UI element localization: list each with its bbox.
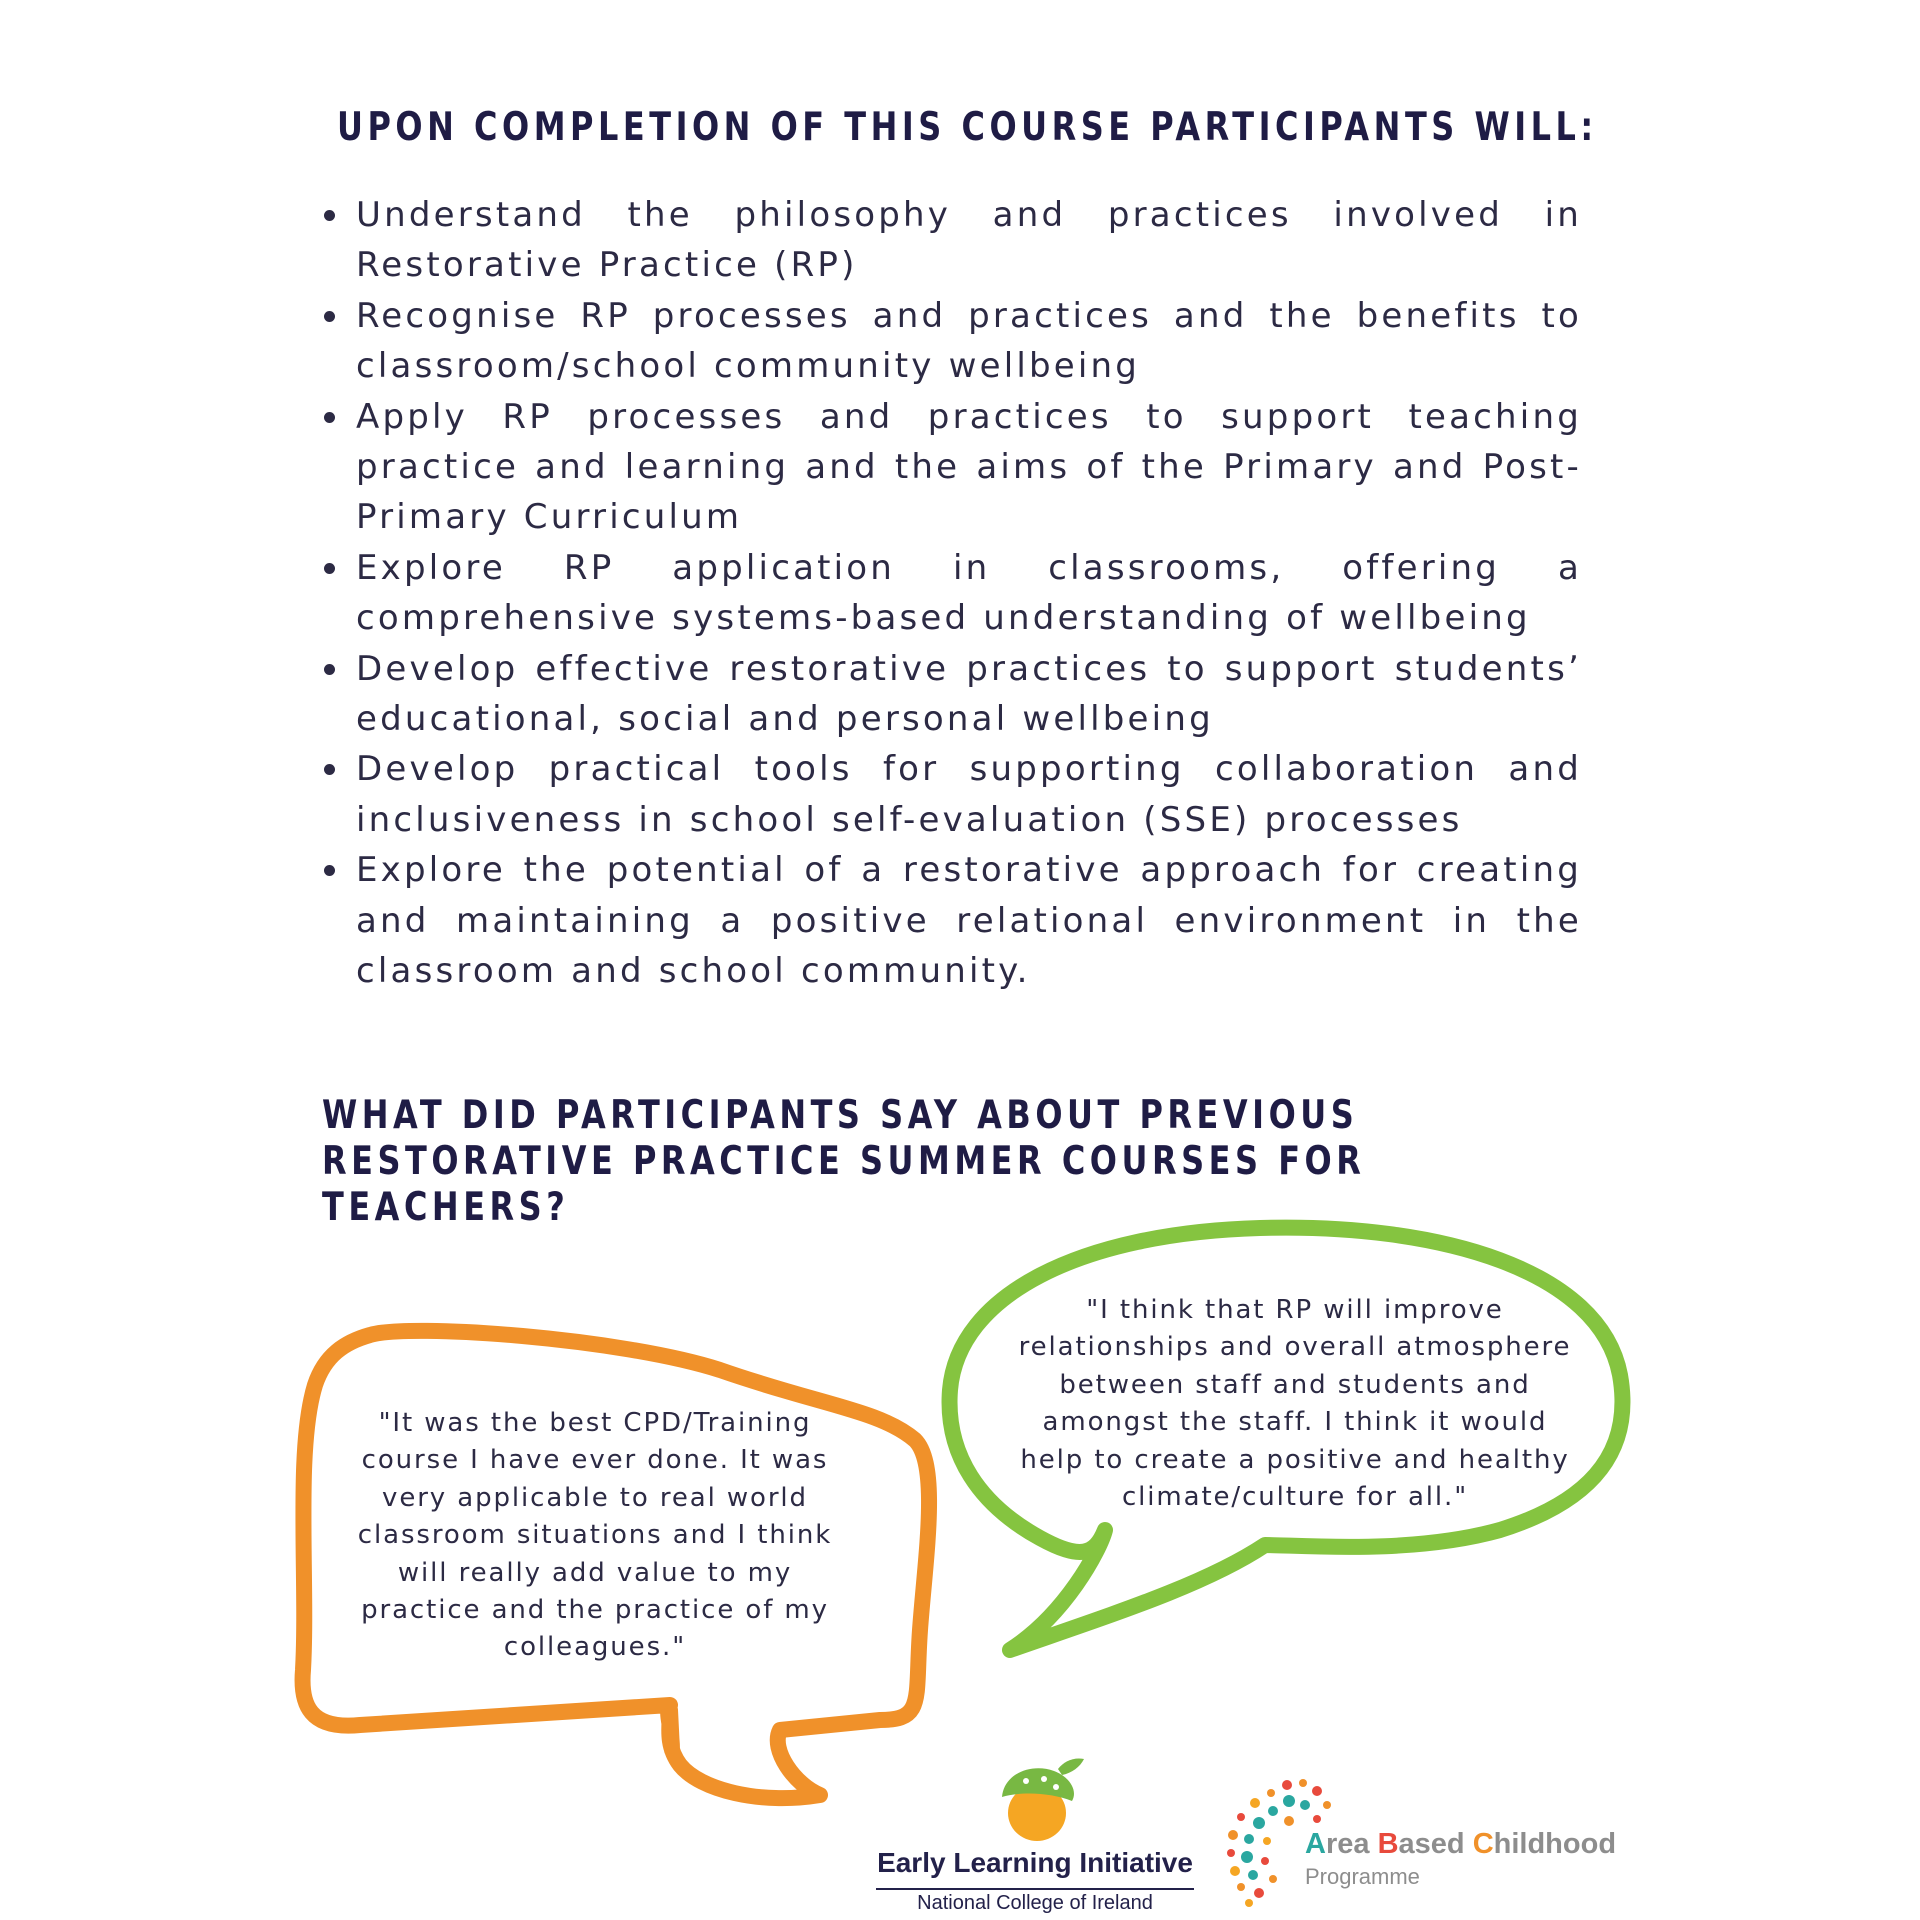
bullet-icon — [324, 210, 335, 221]
outcome-text: Apply RP processes and practices to support teaching practice and learning and the aims of the Primary and Post-Primary Curriculum — [356, 396, 1582, 538]
testimonial-quote-right: "I think that RP will improve relationships and overall atmosphere between staff and students and amongst the staff. I think it would help to create a positive and healthy climate/culture for all." — [1018, 1295, 1572, 1513]
list-item — [318, 744, 1582, 845]
bullet-icon — [324, 563, 335, 574]
logo-subtitle: Programme — [1305, 1864, 1420, 1889]
logo-divider — [876, 1888, 1194, 1890]
testimonial-quote-left: "It was the best CPD/Training course I have ever done. It was very applicable to real world classroom situations and I think will really add value to my practice and the practice of my colleagues." — [357, 1408, 833, 1663]
list-item — [318, 644, 1582, 745]
area-based-childhood-logo — [1225, 1775, 1625, 1915]
bullet-icon — [324, 865, 335, 876]
list-item — [318, 543, 1582, 644]
logo-subtitle: National College of Ireland — [917, 1892, 1153, 1914]
list-item — [318, 190, 1582, 291]
outcomes-heading: UPON COMPLETION OF THIS COURSE PARTICIPANTS WILL: — [337, 105, 1598, 150]
logo-title: Early Learning Initiative — [877, 1847, 1193, 1878]
outcome-text: Develop practical tools for supporting collaboration and inclusiveness in school self-evaluation (SSE) processes — [356, 749, 1582, 840]
bullet-icon — [324, 664, 335, 675]
list-item — [318, 392, 1582, 543]
outcome-text: Develop effective restorative practices to support students’ educational, social and personal wellbeing — [356, 648, 1582, 740]
list-item — [318, 291, 1582, 392]
list-item — [318, 845, 1582, 996]
bullet-icon — [324, 412, 335, 423]
outcome-text: Explore the potential of a restorative approach for creating and maintaining a positive relational environment in the classroom and school community. — [356, 850, 1582, 992]
bullet-icon — [324, 311, 335, 322]
outcome-text: Understand the philosophy and practices involved in Restorative Practice (RP) — [356, 195, 1582, 286]
outcome-text: Recognise RP processes and practices and the benefits to classroom/school community wellbeing — [356, 295, 1582, 387]
testimonials-heading: WHAT DID PARTICIPANTS SAY ABOUT PREVIOUS RESTORATIVE PRACTICE SUMMER COURSES FOR TEACHERS? — [322, 1093, 1366, 1230]
acorn-icon — [992, 1755, 1102, 1847]
bullet-icon — [324, 764, 335, 775]
early-learning-initiative-logo — [870, 1755, 1210, 1915]
logo-title: Area Based Childhood — [1305, 1828, 1617, 1860]
outcomes-list — [318, 190, 1582, 997]
outcome-text: Explore RP application in classrooms, offering a comprehensive systems-based understanding of wellbeing — [356, 547, 1582, 639]
